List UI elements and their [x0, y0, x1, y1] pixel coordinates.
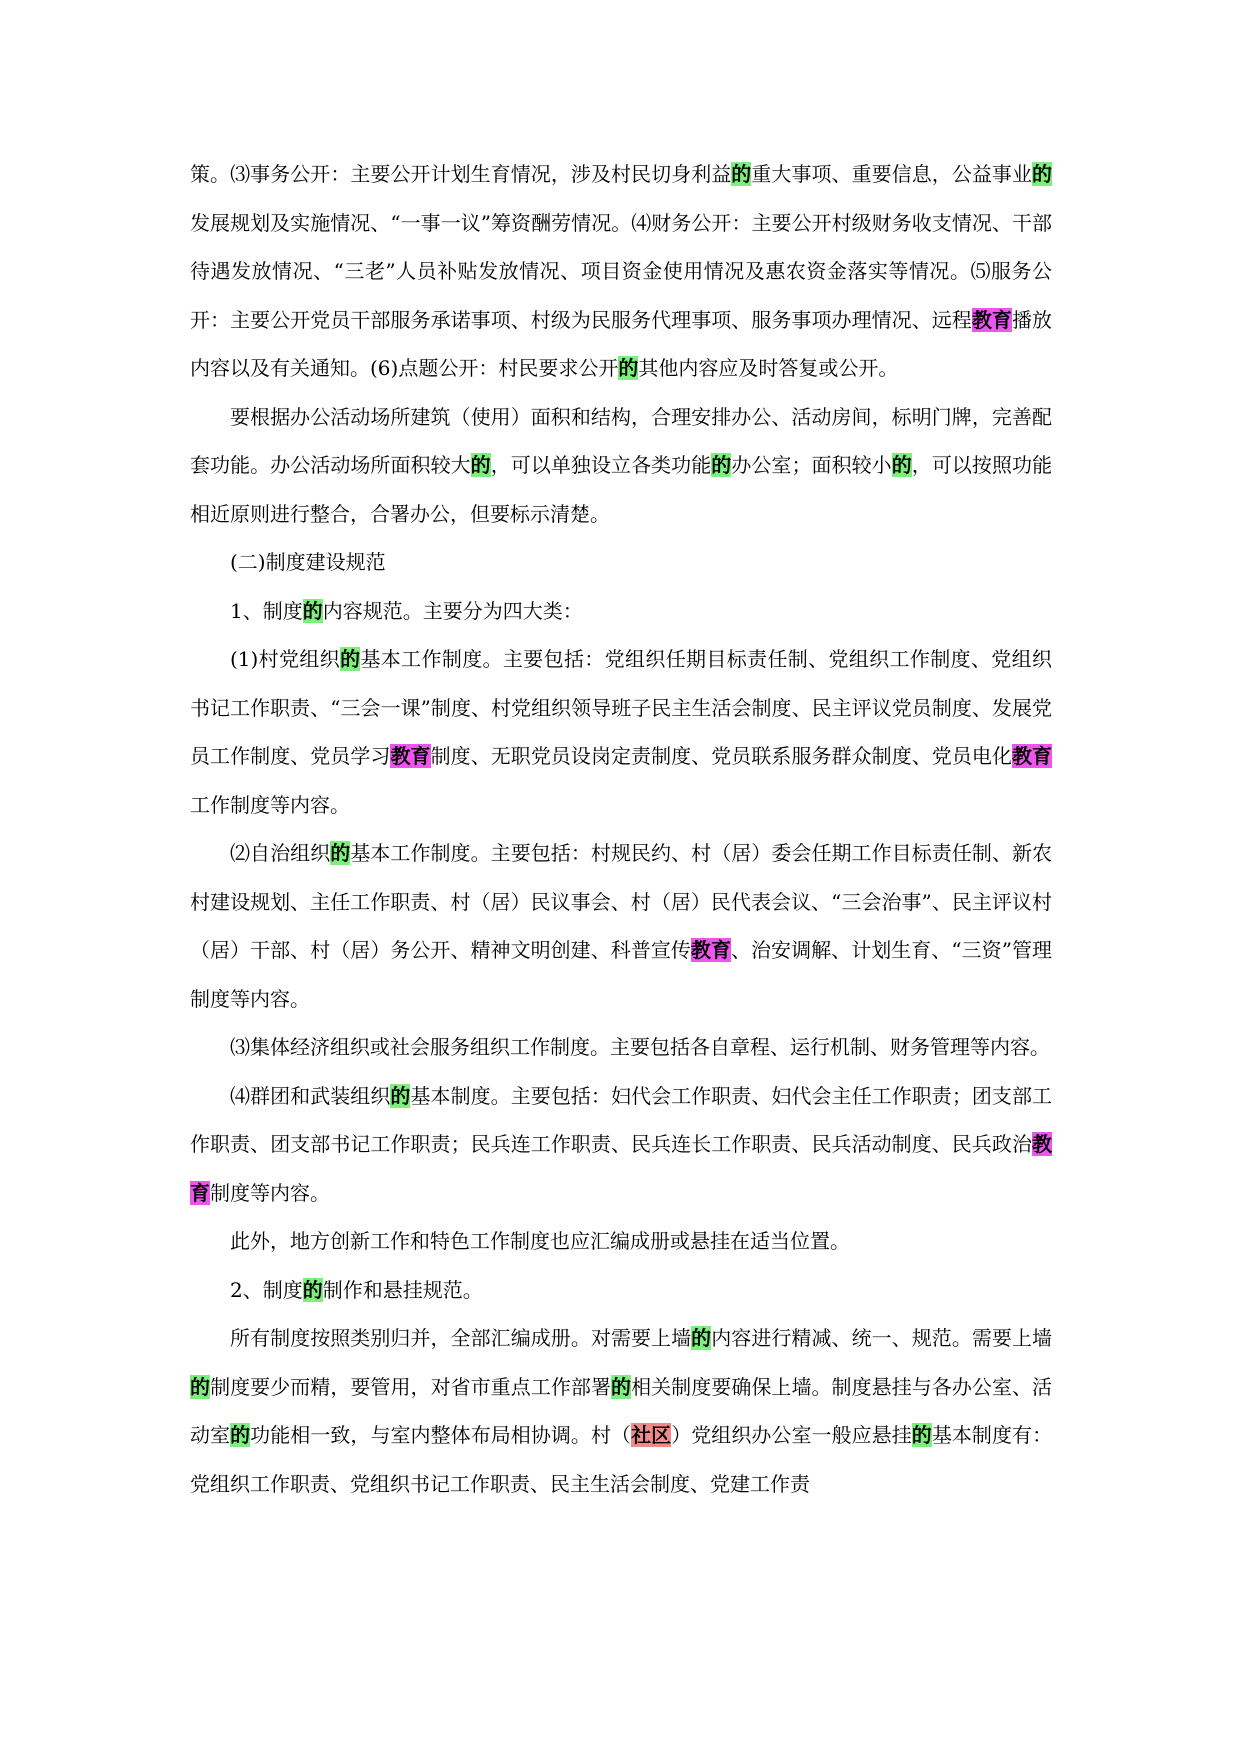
text-run: ，可以单独设立各类功能 — [490, 453, 712, 477]
text-run: 发展规划及实施情况、“一事一议”筹资酬劳情况。⑷财务公开：主要公开村级财务收支情况、干部待遇发放情况、“三老”人员补贴发放情况、项目资金使用情况及惠农资金落实等情况。⑸服务公开：主要公开党员干部服务承诺事项、村级为民服务代理事项、服务事项办理情况、远程 — [190, 210, 1052, 332]
text-run: 制度等内容。 — [210, 1180, 330, 1205]
highlight-de: 的 — [891, 453, 912, 477]
highlight-jiaoyu: 教育 — [690, 938, 731, 962]
highlight-de: 的 — [340, 647, 361, 671]
text-run: 、治安调解、计划生育、“三资”管理制度等内容。 — [190, 938, 1053, 1011]
text-run: 其他内容应及时答复或公开。 — [638, 356, 899, 380]
highlight-de: 的 — [611, 1374, 632, 1399]
highlight-de: 的 — [470, 453, 491, 477]
text-run: 1、制度 — [230, 598, 303, 623]
text-run: ⑵自治组织 — [230, 841, 331, 865]
highlight-jiaoyu: 教育 — [1011, 744, 1053, 768]
text-run: 播放内容以及有关通知。(6)点题公开：村民要求公开 — [190, 307, 1053, 380]
text-run: 2、制度 — [230, 1277, 303, 1302]
highlight-de: 的 — [691, 1326, 712, 1350]
text-run: (二)制度建设规范 — [230, 550, 386, 574]
text-run: 制作和悬挂规范。 — [322, 1277, 483, 1302]
highlight-de: 的 — [731, 162, 752, 186]
highlight-de: 的 — [302, 598, 323, 623]
text-run: 此外，地方创新工作和特色工作制度也应汇编成册或悬挂在适当位置。 — [230, 1229, 850, 1253]
text-run: 基本制度有：党组织工作职责、党组织书记工作职责、民主生活会制度、党建工作责 — [190, 1423, 1053, 1496]
document-page — [190, 150, 1052, 1508]
paragraph — [190, 829, 1052, 1023]
paragraph — [190, 538, 1052, 587]
paragraph — [190, 1023, 1052, 1072]
highlight-de: 的 — [302, 1277, 323, 1302]
paragraph — [190, 1217, 1052, 1266]
highlight-jiaoyu: 教育 — [971, 307, 1012, 332]
text-run: 相关制度要确保上墙。制度悬挂与各办公室、活动室 — [190, 1374, 1053, 1447]
text-run: ⑷群团和武装组织 — [230, 1083, 391, 1108]
paragraph — [190, 393, 1052, 539]
paragraph — [190, 635, 1052, 829]
text-run: 办公室；面积较小 — [731, 453, 892, 477]
text-run: ，可以按照功能相近原则进行整合，合署办公，但要标示清楚。 — [190, 453, 1053, 526]
highlight-de: 的 — [190, 1374, 211, 1399]
highlight-de: 的 — [711, 453, 732, 477]
text-run: 工作制度等内容。 — [190, 792, 350, 817]
highlight-jiaoyu: 教育 — [390, 744, 431, 768]
text-run: 基本制度。主要包括：妇代会工作职责、妇代会主任工作职责；团支部工作职责、团支部书记工作职责；民兵连工作职责、民兵连长工作职责、民兵活动制度、民兵政治 — [190, 1083, 1053, 1156]
text-run: ）党组织办公室一般应悬挂 — [671, 1423, 912, 1447]
text-run: 制度要少而精，要管用，对省市重点工作部署 — [210, 1374, 612, 1399]
highlight-de: 的 — [1032, 162, 1053, 186]
text-run: ⑶集体经济组织或社会服务组织工作制度。主要包括各自章程、运行机制、财务管理等内容。 — [230, 1035, 1050, 1059]
paragraph — [190, 1314, 1052, 1508]
text-run: 制度、无职党员设岗定责制度、党员联系服务群众制度、党员电化 — [430, 744, 1012, 768]
paragraph — [190, 587, 1052, 636]
text-run: 所有制度按照类别归并，全部汇编成册。对需要上墙 — [230, 1326, 692, 1350]
text-run: 基本工作制度。主要包括：村规民约、村（居）委会任期工作目标责任制、新农村建设规划、主任工作职责、村（居）民议事会、村（居）民代表会议、“三会治事”、民主评议村（居）干部、村（居）务公开、精神文明创建、科普宣传 — [190, 841, 1053, 962]
highlight-de: 的 — [911, 1423, 932, 1447]
highlight-de: 的 — [230, 1423, 251, 1447]
paragraph — [190, 1072, 1052, 1218]
text-run: 内容规范。主要分为四大类： — [322, 598, 583, 623]
highlight-de: 的 — [618, 356, 639, 380]
text-run: 功能相一致，与室内整体布局相协调。村（ — [250, 1423, 632, 1447]
paragraph — [190, 150, 1052, 393]
text-run: 要根据办公活动场所建筑（使用）面积和结构，合理安排办公、活动房间，标明门牌，完善配套功能。办公活动场所面积较大 — [190, 404, 1052, 477]
text-run: 策。⑶事务公开：主要公开计划生育情况，涉及村民切身利益 — [190, 162, 732, 186]
text-run: 重大事项、重要信息，公益事业 — [751, 162, 1033, 186]
highlight-shequ: 社区 — [631, 1423, 672, 1447]
highlight-jiaoyu: 教育 — [190, 1132, 1052, 1205]
highlight-de: 的 — [390, 1083, 411, 1108]
text-run: 内容进行精减、统一、规范。需要上墙 — [711, 1326, 1053, 1350]
text-run: (1)村党组织 — [230, 647, 341, 671]
highlight-de: 的 — [330, 841, 351, 865]
text-run: 基本工作制度。主要包括：党组织任期目标责任制、党组织工作制度、党组织书记工作职责、“三会一课”制度、村党组织领导班子民主生活会制度、民主评议党员制度、发展党员工作制度、党员学习 — [190, 647, 1053, 768]
paragraph — [190, 1266, 1052, 1315]
